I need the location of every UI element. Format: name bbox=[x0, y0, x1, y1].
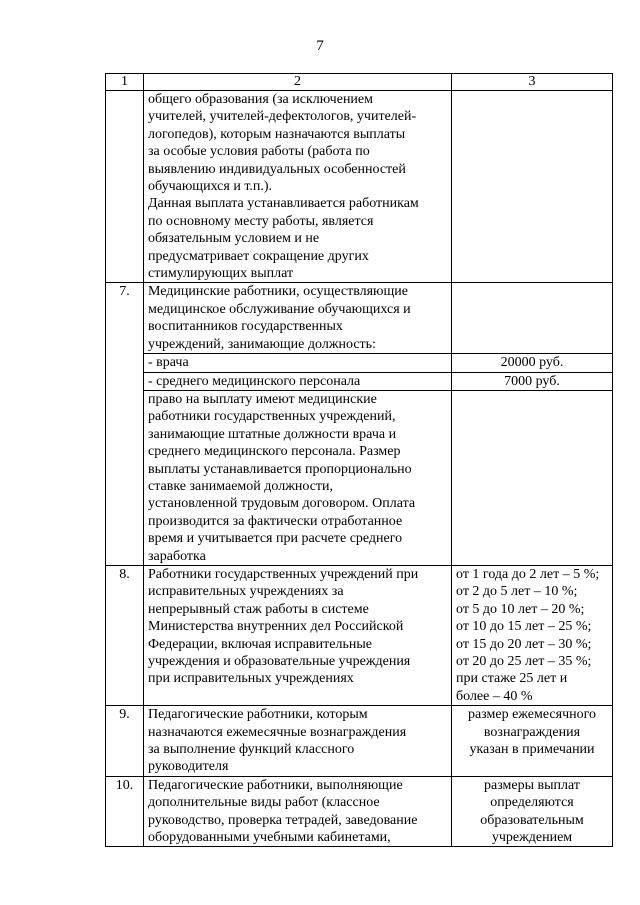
text-line: время и учитывается при расчете среднего bbox=[148, 531, 403, 547]
row-continued-desc bbox=[144, 91, 452, 283]
text-line: руководителя bbox=[148, 759, 229, 775]
row-7-nurse-value: 7000 руб. bbox=[452, 372, 613, 390]
text-line: стимулирующих выплат bbox=[148, 266, 294, 282]
text-line: выявлению индивидуальных особенностей bbox=[148, 161, 406, 177]
text-line: размер ежемесячного bbox=[467, 707, 597, 723]
text-line: среднего медицинского персонала. Размер bbox=[148, 444, 401, 460]
text-line: дополнительные виды работ (классное bbox=[148, 795, 380, 811]
table-row-7-note bbox=[106, 390, 613, 565]
header-col-2: 2 bbox=[144, 74, 452, 91]
header-col-3: 3 bbox=[452, 74, 613, 91]
row-continued-num bbox=[106, 91, 144, 283]
row-10-desc bbox=[144, 776, 452, 847]
row-continued-value bbox=[452, 91, 613, 283]
text-line: оборудованными учебными кабинетами, bbox=[148, 830, 391, 846]
table-row-continued bbox=[106, 91, 613, 283]
row-8-num: 8. bbox=[106, 565, 144, 705]
text-line: учреждением bbox=[491, 830, 573, 846]
text-line: исправительных учреждениях за bbox=[148, 584, 344, 600]
text-line: установленной трудовым договором. Оплата bbox=[148, 496, 416, 512]
text-line: производится за фактически отработанное bbox=[148, 513, 403, 529]
text-line: назначаются ежемесячные вознаграждения bbox=[148, 724, 407, 740]
header-col-1: 1 bbox=[106, 74, 144, 91]
row-7-intro-value bbox=[452, 283, 613, 354]
text-line: Министерства внутренних дел Российской bbox=[148, 619, 404, 635]
text-line: учреждения и образовательные учреждения bbox=[148, 654, 411, 669]
text-line: учреждений, занимающие должность: bbox=[148, 336, 376, 352]
row-7-note bbox=[144, 390, 452, 565]
table-row-8 bbox=[106, 565, 613, 705]
text-line: образовательным bbox=[480, 812, 584, 828]
text-line: при исправительных учреждениях bbox=[148, 671, 354, 687]
text-line: обязательным условием и не bbox=[148, 231, 320, 247]
row-7-intro bbox=[144, 283, 452, 354]
row-7-note-value bbox=[452, 390, 613, 565]
text-line: определяются bbox=[490, 795, 574, 811]
text-line: от 20 до 25 лет – 35 %; bbox=[456, 654, 592, 669]
text-line: от 5 до 10 лет – 20 %; bbox=[456, 601, 585, 617]
table-row-7-nurse bbox=[106, 372, 613, 390]
text-line: занимающие штатные должности врача и bbox=[148, 426, 397, 442]
row-7-nurse-label: - среднего медицинского персонала bbox=[144, 372, 452, 390]
text-line: логопедов), которым назначаются выплаты bbox=[148, 126, 406, 142]
table-row-7 bbox=[106, 283, 613, 354]
text-line: работники государственных учреждений, bbox=[148, 409, 396, 425]
row-7-doctor-value: 20000 руб. bbox=[452, 354, 613, 372]
text-line: от 1 года до 2 лет – 5 %; bbox=[456, 566, 600, 582]
text-line: предусматривает сокращение других bbox=[148, 248, 369, 264]
text-line: Работники государственных учреждений при bbox=[148, 566, 419, 582]
table-row-7-doctor bbox=[106, 354, 613, 372]
text-line: обучающихся и т.п.). bbox=[148, 179, 273, 195]
table-header-row bbox=[106, 74, 613, 91]
text-line: право на выплату имеют медицинские bbox=[148, 391, 377, 407]
text-line: от 2 до 5 лет – 10 %; bbox=[456, 584, 578, 600]
text-line: вознаграждения bbox=[483, 724, 581, 740]
text-line: за выполнение функций классного bbox=[148, 742, 355, 758]
row-7-num: 7. bbox=[106, 283, 144, 566]
text-line: учителей, учителей-дефектологов, учителей- bbox=[148, 109, 417, 125]
row-9-value bbox=[452, 706, 613, 777]
text-line: медицинское обслуживание обучающихся и bbox=[148, 301, 411, 317]
text-line: Медицинские работники, осуществляющие bbox=[148, 284, 409, 300]
row-9-desc bbox=[144, 706, 452, 777]
payments-table bbox=[105, 73, 613, 847]
text-line: размеры выплат bbox=[484, 777, 580, 793]
text-line: заработка bbox=[148, 548, 206, 564]
text-line: по основному месту работы, является bbox=[148, 213, 374, 229]
text-line: указан в примечании bbox=[469, 742, 595, 758]
page-number: 7 bbox=[316, 38, 324, 54]
text-line: общего образования (за исключением bbox=[148, 92, 373, 107]
text-line: непрерывный стаж работы в системе bbox=[148, 601, 369, 617]
text-line: Педагогические работники, которым bbox=[148, 707, 368, 723]
text-line: выплаты устанавливается пропорционально bbox=[148, 461, 412, 477]
row-8-desc bbox=[144, 565, 452, 705]
text-line: более – 40 % bbox=[456, 688, 533, 704]
text-line: Федерации, включая исправительные bbox=[148, 636, 372, 652]
text-line: руководство, проверка тетрадей, заведование bbox=[148, 812, 418, 828]
text-line: от 10 до 15 лет – 25 %; bbox=[456, 619, 592, 635]
text-line: за особые условия работы (работа по bbox=[148, 144, 370, 160]
row-10-num: 10. bbox=[106, 776, 144, 847]
table-row-9 bbox=[106, 706, 613, 777]
row-7-doctor-label: - врача bbox=[144, 354, 452, 372]
text-line: от 15 до 20 лет – 30 %; bbox=[456, 636, 592, 652]
row-8-value bbox=[452, 565, 613, 705]
text-line: воспитанников государственных bbox=[148, 319, 343, 335]
row-9-num: 9. bbox=[106, 706, 144, 777]
text-line: Педагогические работники, выполняющие bbox=[148, 777, 403, 793]
text-line: при стаже 25 лет и bbox=[456, 671, 568, 687]
text-line: Данная выплата устанавливается работникам bbox=[148, 196, 419, 212]
text-line: ставке занимаемой должности, bbox=[148, 478, 334, 494]
row-10-value bbox=[452, 776, 613, 847]
table-row-10 bbox=[106, 776, 613, 847]
